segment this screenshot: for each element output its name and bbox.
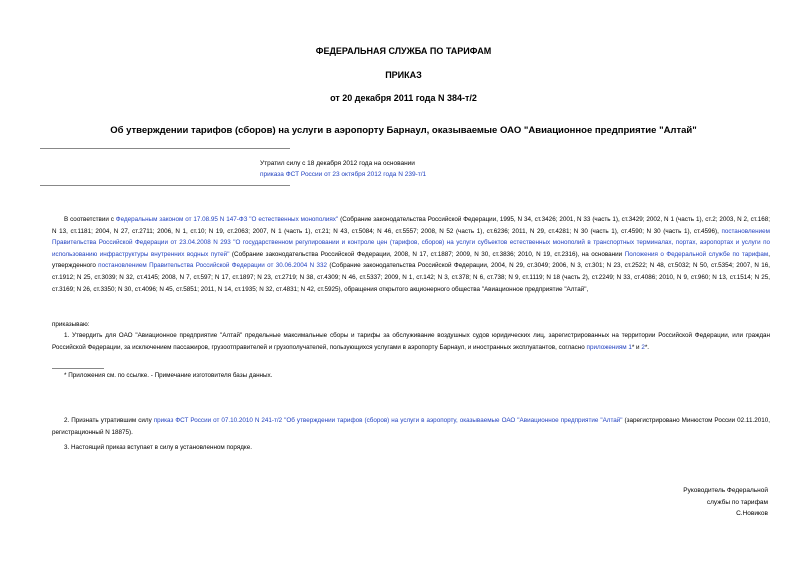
item-2-paragraph [52, 415, 770, 438]
order-word: приказываю: [52, 321, 90, 328]
link-appendix-1[interactable]: приложениям 1 [586, 343, 632, 351]
doc-type: ПРИКАЗ [385, 70, 422, 80]
signature-agency: службы по тарифам [706, 498, 768, 506]
signature-name: С.Новиков [736, 510, 768, 517]
status-note-text: Утратил силу с 18 декабря 2012 года на основании [260, 160, 415, 167]
item-2-end: (зарегистрировано Минюстом России 02.11.2010, регистрационный N 18875). [52, 417, 770, 436]
agency-title: ФЕДЕРАЛЬНАЯ СЛУЖБА ПО ТАРИФАМ [315, 46, 492, 56]
preamble-paragraph [52, 214, 770, 295]
footnote-rule [52, 368, 104, 369]
item-2-text: 2. Признать утратившим силу [64, 417, 154, 424]
preamble-text-1: В соответствии с [64, 216, 116, 223]
link-fst-regulation[interactable]: Положения о Федеральной службе по тарифам [624, 250, 769, 258]
preamble-text-4: , утвержденного [52, 250, 770, 270]
link-federal-law[interactable]: Федеральным законом от 17.08.95 N 147-ФЗ "О естественных монополиях" [115, 216, 339, 223]
item-1-mid: * и [631, 343, 642, 351]
preamble-text-5: (Собрание законодательства Российской Федерации, 2004, N 29, ст.3049; 2006, N 3, ст.301; N 23, ст.2522; N 48, ст.5032; N 50, ст.5354; 2007, N 16, ст.1912; N 25, ст.3039; N 32, ст.4145; 2008, N 7, ст.597; N 17, ст.1897; N 23, ст.2719; N 38, ст.4309; N 46, ст.5337; 2009, N 1, ст.142; N 3, ст.378; N 6, ст.738; N 9, ст.1119; N 18 (часть 2), ст.2249; N 33, ст.4086; 2010, N 9, ст.960; N 13, ст.1514; N 25, ст.3169; N 26, ст.3350; N 30, ст.4096; N 45, ст.5851; 2011, N 14, ст.1935; N 32, ст.4831; N 42, ст.5925), обращения открытого акционерного общества "Авиационное предприятие "Алтай", [52, 262, 770, 293]
doc-title: Об утверждении тарифов (сборов) на услуги в аэропорту Барнаул, оказываемые ОАО "Авиационное предприятие "Алтай" [110, 125, 697, 136]
link-appendix-2[interactable]: 2 [641, 343, 645, 351]
status-note [260, 158, 660, 180]
status-note-link[interactable]: приказа ФСТ России от 23 октября 2012 года N 239-т/1 [260, 171, 427, 178]
divider-top [40, 148, 290, 149]
preamble-text-3: (Собрание законодательства Российской Федерации, 2008, N 17, ст.1887; 2009, N 30, ст.3836; 2010, N 19, ст.2316), на основании [229, 250, 625, 258]
item-1-end: *. [644, 343, 650, 351]
item-1-text: 1. Утвердить для ОАО "Авиационное предприятие "Алтай" предельные максимальные сборы и тарифы за обслуживание воздушных судов юридических лиц, зарегистрированных на территории Российской Федерации, или граждан Российской Федерации, за исключением пассажиров, грузоотправителей и грузополучателей, пользующихся услугами в аэропорту Барнаул, и иностранных эксплуатантов, согласно [52, 332, 770, 351]
signature-block [620, 485, 768, 520]
link-government-decree-332[interactable]: постановлением Правительства Российской Федерации от 30.06.2004 N 332 [98, 262, 328, 270]
signature-position: Руководитель Федеральной [683, 487, 768, 494]
preamble-text-2: (Собрание законодательства Российской Федерации, 1995, N 34, ст.3426; 2001, N 33 (часть 1), ст.3429; 2002, N 1 (часть 1), ст.2; 2003, N 2, ст.168; N 13, ст.1181; 2004, N 27, ст.2711; 2006, N 1, ст.10; N 19, ст.2063; 2007, N 1 (часть 1), ст.21; N 43, ст.5084; N 46, ст.5557; 2008, N 52 (часть 1), ст.6236; 2011, N 29, ст.4281; N 30 (часть 1), ст.4590; N 30 (часть 1), ст.4596), [52, 216, 771, 235]
doc-date-number: от 20 декабря 2011 года N 384-т/2 [330, 93, 477, 103]
link-order-241[interactable]: приказ ФСТ России от 07.10.2010 N 241-т/2 "Об утверждении тарифов (сборов) на услуги в аэропорту, оказываемые ОАО "Авиационное предприятие "Алтай" [153, 417, 623, 424]
item-1-paragraph [52, 330, 770, 353]
item-3: 3. Настоящий приказ вступает в силу в установленном порядке. [64, 444, 253, 451]
divider-bottom [40, 185, 290, 186]
footnote: * Приложения см. по ссылке. - Примечание изготовителя базы данных. [64, 372, 273, 379]
link-government-decree-293[interactable]: постановлением Правительства Российской Федерации от 23.04.2008 N 293 "О государственном регулировании и контроле цен (тарифов, сборов) на услуги субъектов естественных монополий в транспортных терминалах, портах, аэропортах и услуги по использованию инфраструктуры внутренних водных путей" [52, 227, 770, 258]
